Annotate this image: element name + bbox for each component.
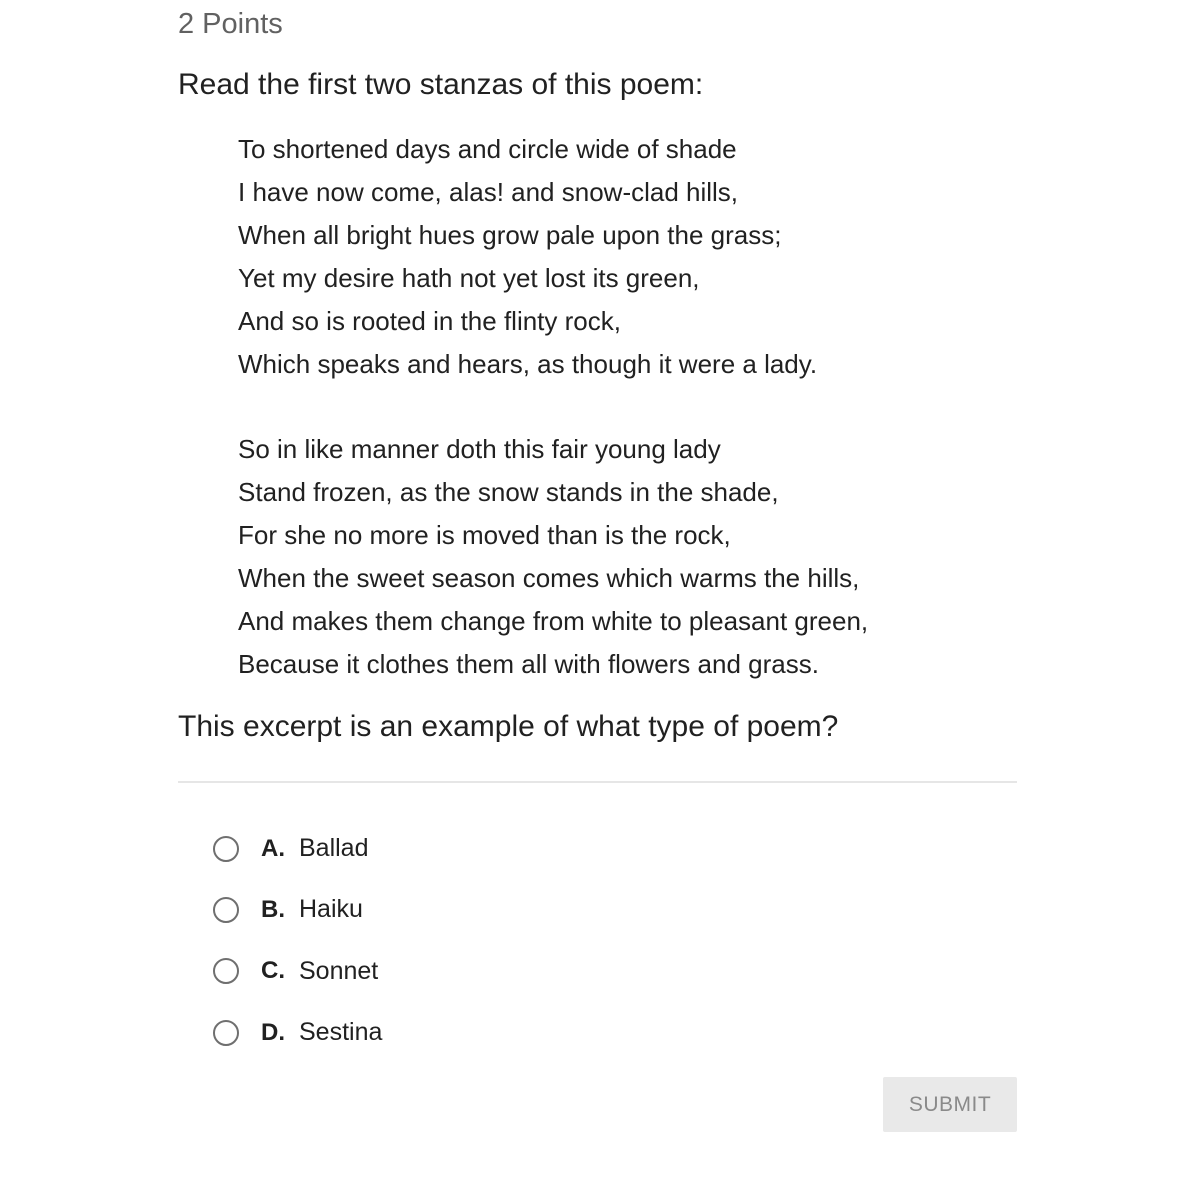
poem-line: For she no more is moved than is the rock,: [238, 520, 731, 550]
option-label[interactable]: Sestina: [299, 1018, 383, 1047]
option-letter: C.: [261, 957, 285, 985]
poem-line: When the sweet season comes which warms the hills,: [238, 563, 860, 593]
poem-line: To shortened days and circle wide of shade: [238, 134, 737, 164]
option-letter: A.: [261, 834, 285, 862]
poem-line: And so is rooted in the flinty rock,: [238, 306, 621, 336]
radio-button-icon[interactable]: [213, 836, 239, 862]
poem-line: When all bright hues grow pale upon the grass;: [238, 220, 782, 250]
poem-line: And makes them change from white to pleasant green,: [238, 606, 869, 636]
option-label[interactable]: Ballad: [299, 834, 369, 863]
points-label: 2 Points: [178, 8, 283, 40]
option-letter: B.: [261, 895, 285, 923]
poem-line: Because it clothes them all with flowers and grass.: [238, 649, 819, 679]
poem-line: Which speaks and hears, as though it were a lady.: [238, 349, 818, 379]
poem-stanza-1: [238, 128, 868, 386]
poem-stanza-2: [238, 428, 868, 686]
option-b[interactable]: [213, 879, 382, 940]
poem-line: Yet my desire hath not yet lost its green,: [238, 263, 700, 293]
submit-button[interactable]: SUBMIT: [883, 1077, 1017, 1132]
question-prompt: Read the first two stanzas of this poem:: [178, 68, 704, 101]
option-d[interactable]: [213, 1002, 382, 1063]
radio-button-icon[interactable]: [213, 958, 239, 984]
option-label[interactable]: Haiku: [299, 895, 363, 924]
answer-options: [213, 818, 382, 1063]
poem-line: So in like manner doth this fair young lady: [238, 434, 721, 464]
radio-button-icon[interactable]: [213, 897, 239, 923]
option-a[interactable]: [213, 818, 382, 879]
poem-line: Stand frozen, as the snow stands in the shade,: [238, 477, 779, 507]
poem-line: I have now come, alas! and snow-clad hills,: [238, 177, 739, 207]
question-text: This excerpt is an example of what type of poem?: [178, 710, 839, 743]
option-label[interactable]: Sonnet: [299, 956, 379, 985]
divider: [178, 781, 1017, 783]
radio-button-icon[interactable]: [213, 1020, 239, 1046]
option-c[interactable]: [213, 941, 382, 1002]
option-letter: D.: [261, 1018, 285, 1046]
poem-excerpt: [238, 128, 868, 686]
